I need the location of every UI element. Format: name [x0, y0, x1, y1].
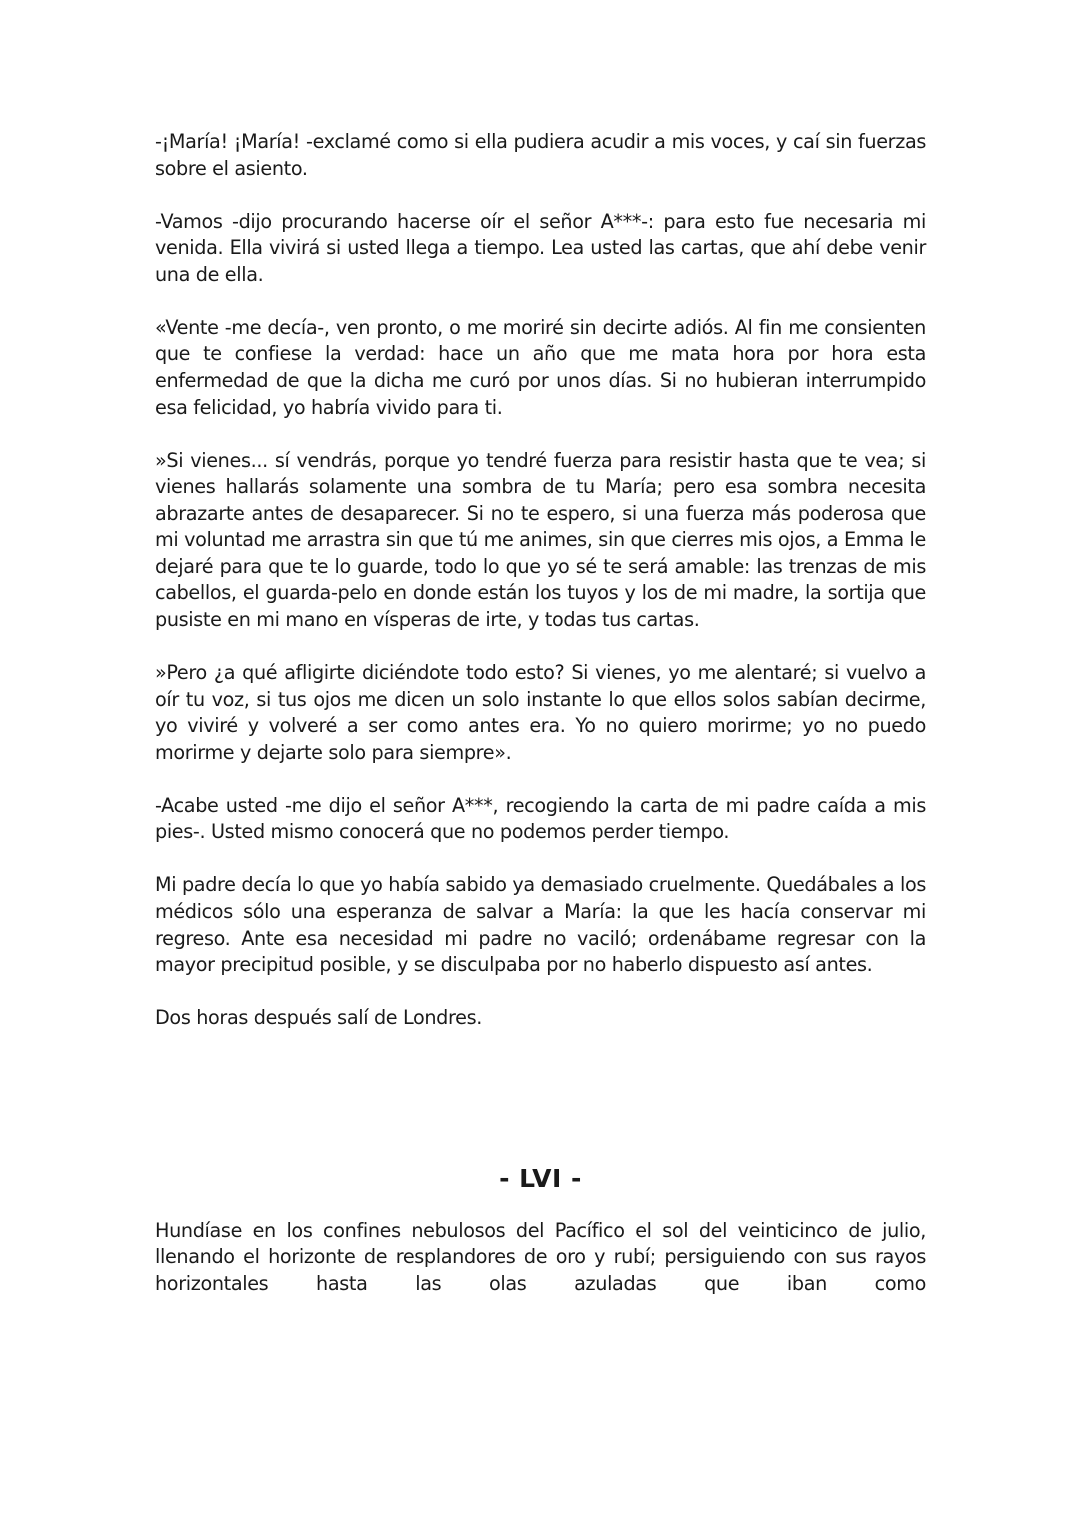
chapter-heading: - LVI -	[499, 1163, 582, 1193]
paragraph: -Vamos -dijo procurando hacerse oír el señor A***-: para esto fue necesaria mi venida. Ella vivirá si usted llega a tiempo. Lea usted las cartas, que ahí debe venir una de ella.	[155, 209, 926, 286]
section-spacer	[155, 1032, 926, 1164]
paragraph: Mi padre decía lo que yo había sabido ya demasiado cruelmente. Quedábales a los médicos sólo una esperanza de salvar a María: la que les hacía conservar mi regreso. Ante esa necesidad mi padre no vaciló; ordenábame regresar con la mayor precipitud posible, y se disculpaba por no haberlo dispuesto así antes.	[155, 873, 926, 977]
paragraph: -¡María! ¡María! -exclamé como si ella pudiera acudir a mis voces, y caí sin fuerzas sobre el asiento.	[155, 130, 926, 180]
paragraph: «Vente -me decía-, ven pronto, o me moriré sin decirte adiós. Al fin me consienten que te confiese la verdad: hace un año que me mata hora por hora esta enfermedad de que la dicha me curó por unos días. Si no hubieran interrumpido esa felicidad, yo habría vivido para ti.	[155, 315, 926, 419]
paragraph: Dos horas después salí de Londres.	[155, 1006, 482, 1030]
paragraph: »Pero ¿a qué afligirte diciéndote todo esto? Si vienes, yo me alentaré; si vuelvo a oír tu voz, si tus ojos me dicen un solo instante lo que ellos solos sabían decirme, yo viviré y volveré a ser como antes era. Yo no quiero morirme; yo no puedo morirme y dejarte solo para siempre».	[155, 661, 926, 764]
paragraph: Hundíase en los confines nebulosos del Pacífico el sol del veinticinco de julio, llenando el horizonte de resplandores de oro y rubí; persiguiendo con sus rayos horizontales hasta las olas azuladas que iban como	[155, 1218, 926, 1295]
document-page	[155, 129, 926, 1298]
paragraph: -Acabe usted -me dijo el señor A***, recogiendo la carta de mi padre caída a mis pies-. Usted mismo conocerá que no podemos perder tiempo.	[155, 793, 926, 844]
paragraph: »Si vienes... sí vendrás, porque yo tendré fuerza para resistir hasta que te vea; si vienes hallarás solamente una sombra de tu María; pero esa sombra necesita abrazarte antes de desaparecer. Si no te espero, si una fuerza más poderosa que mi voluntad me arrastra sin que tú me animes, sin que cierres mis ojos, a Emma le dejaré para que te lo guarde, todo lo que yo sé te será amable: las trenzas de mis cabellos, el guarda-pelo en donde están los tuyos y los de mi madre, la sortija que pusiste en mi mano en vísperas de irte, y todas tus cartas.	[155, 448, 926, 632]
